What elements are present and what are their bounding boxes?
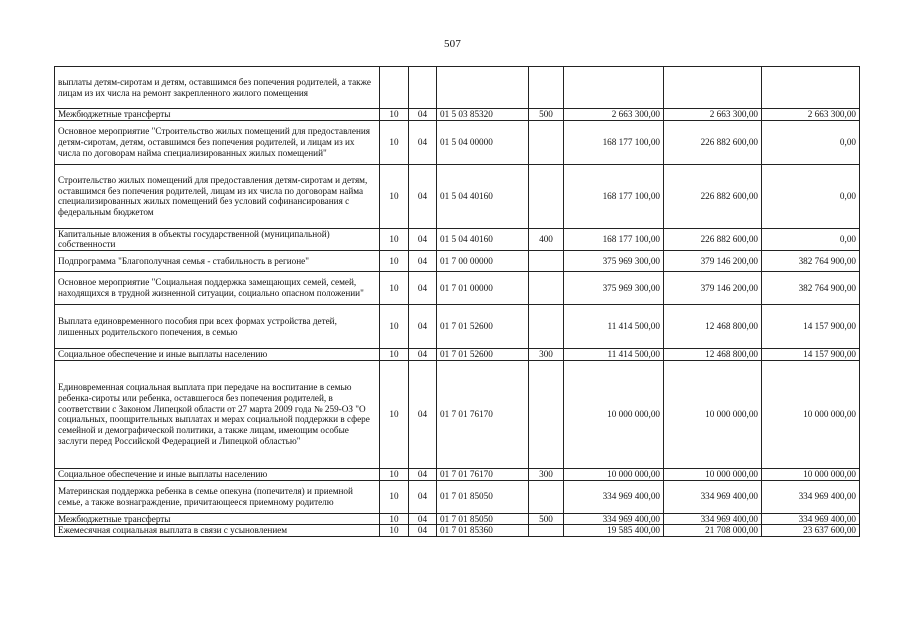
budget-table [54, 66, 860, 537]
table-row [55, 251, 860, 272]
amount-year3-cell: 334 969 400,00 [762, 513, 860, 525]
subsection-code-cell: 04 [409, 120, 437, 164]
section-code-cell: 10 [380, 251, 409, 272]
row-name-cell: выплаты детям-сиротам и детям, оставшимся без попечения родителей, а также лицам из их числа на ремонт закрепленного жилого помещения [55, 67, 380, 109]
amount-year3-cell: 382 764 900,00 [762, 272, 860, 305]
subsection-code-cell: 04 [409, 228, 437, 250]
section-code-cell: 10 [380, 109, 409, 121]
amount-year1-cell: 19 585 400,00 [564, 525, 664, 537]
subsection-code-cell: 04 [409, 360, 437, 468]
target-article-cell: 01 7 00 00000 [437, 251, 529, 272]
subsection-code-cell: 04 [409, 513, 437, 525]
subsection-code-cell: 04 [409, 305, 437, 349]
amount-year3-cell: 14 157 900,00 [762, 349, 860, 361]
section-code-cell: 10 [380, 480, 409, 513]
target-article-cell: 01 7 01 85050 [437, 513, 529, 525]
section-code-cell: 10 [380, 228, 409, 250]
amount-year2-cell: 2 663 300,00 [664, 109, 762, 121]
table-row [55, 67, 860, 109]
subsection-code-cell [409, 67, 437, 109]
amount-year2-cell: 10 000 000,00 [664, 360, 762, 468]
amount-year3-cell: 0,00 [762, 228, 860, 250]
amount-year3-cell: 0,00 [762, 164, 860, 228]
amount-year2-cell: 10 000 000,00 [664, 468, 762, 480]
expense-type-cell [529, 120, 564, 164]
amount-year1-cell: 2 663 300,00 [564, 109, 664, 121]
target-article-cell: 01 7 01 00000 [437, 272, 529, 305]
amount-year2-cell: 379 146 200,00 [664, 251, 762, 272]
table-row [55, 468, 860, 480]
table-row [55, 109, 860, 121]
target-article-cell: 01 5 04 00000 [437, 120, 529, 164]
row-name-cell: Межбюджетные трансферты [55, 513, 380, 525]
amount-year2-cell: 12 468 800,00 [664, 305, 762, 349]
amount-year3-cell: 2 663 300,00 [762, 109, 860, 121]
section-code-cell [380, 67, 409, 109]
target-article-cell: 01 5 04 40160 [437, 228, 529, 250]
section-code-cell: 10 [380, 513, 409, 525]
expense-type-cell [529, 164, 564, 228]
amount-year3-cell: 382 764 900,00 [762, 251, 860, 272]
amount-year2-cell: 334 969 400,00 [664, 513, 762, 525]
subsection-code-cell: 04 [409, 468, 437, 480]
page-number: 507 [443, 38, 462, 50]
table-row [55, 305, 860, 349]
amount-year2-cell: 379 146 200,00 [664, 272, 762, 305]
target-article-cell: 01 7 01 76170 [437, 360, 529, 468]
expense-type-cell [529, 305, 564, 349]
row-name-cell: Социальное обеспечение и иные выплаты населению [55, 468, 380, 480]
target-article-cell: 01 5 03 85320 [437, 109, 529, 121]
table-row [55, 513, 860, 525]
target-article-cell: 01 7 01 52600 [437, 349, 529, 361]
amount-year1-cell: 168 177 100,00 [564, 120, 664, 164]
expense-type-cell [529, 67, 564, 109]
amount-year2-cell: 21 708 000,00 [664, 525, 762, 537]
amount-year3-cell: 14 157 900,00 [762, 305, 860, 349]
section-code-cell: 10 [380, 349, 409, 361]
row-name-cell: Межбюджетные трансферты [55, 109, 380, 121]
target-article-cell [437, 67, 529, 109]
amount-year1-cell: 334 969 400,00 [564, 480, 664, 513]
expense-type-cell [529, 480, 564, 513]
expense-type-cell: 400 [529, 228, 564, 250]
target-article-cell: 01 5 04 40160 [437, 164, 529, 228]
section-code-cell: 10 [380, 305, 409, 349]
row-name-cell: Выплата единовременного пособия при всех формах устройства детей, лишенных родительского попечения, в семью [55, 305, 380, 349]
amount-year3-cell: 23 637 600,00 [762, 525, 860, 537]
amount-year2-cell: 12 468 800,00 [664, 349, 762, 361]
target-article-cell: 01 7 01 85050 [437, 480, 529, 513]
amount-year3-cell [762, 67, 860, 109]
amount-year1-cell: 168 177 100,00 [564, 164, 664, 228]
table-row [55, 272, 860, 305]
amount-year1-cell: 11 414 500,00 [564, 305, 664, 349]
expense-type-cell [529, 272, 564, 305]
table-row [55, 228, 860, 250]
table-row [55, 120, 860, 164]
subsection-code-cell: 04 [409, 164, 437, 228]
row-name-cell: Капитальные вложения в объекты государственной (муниципальной) собственности [55, 228, 380, 250]
amount-year2-cell: 226 882 600,00 [664, 228, 762, 250]
table-row [55, 349, 860, 361]
row-name-cell: Подпрограмма "Благополучная семья - стабильность в регионе" [55, 251, 380, 272]
amount-year1-cell: 10 000 000,00 [564, 360, 664, 468]
amount-year3-cell: 0,00 [762, 120, 860, 164]
amount-year1-cell [564, 67, 664, 109]
section-code-cell: 10 [380, 120, 409, 164]
table-row [55, 164, 860, 228]
row-name-cell: Основное мероприятие "Строительство жилых помещений для предоставления детям-сиротам, детям, оставшимся без попечения родителей, и лицам из их числа по договорам найма специализированных жилых помещений" [55, 120, 380, 164]
expense-type-cell: 300 [529, 349, 564, 361]
subsection-code-cell: 04 [409, 525, 437, 537]
row-name-cell: Единовременная социальная выплата при передаче на воспитание в семью ребенка-сироты или ребенка, оставшегося без попечения родителей, в соответствии с Законом Липецкой области от 27 марта 2009 года № 259-ОЗ "О социальных, поощрительных выплатах и мерах социальной поддержки в сфере семейной и демографической политики, а также лицам, имеющим особые заслуги перед Российской Федерацией и Липецкой областью" [55, 360, 380, 468]
amount-year3-cell: 10 000 000,00 [762, 468, 860, 480]
row-name-cell: Строительство жилых помещений для предоставления детям-сиротам и детям, оставшимся без попечения родителей, лицам из их числа по договорам найма специализированных жилых помещений без условий софинансирования с федеральным бюджетом [55, 164, 380, 228]
amount-year1-cell: 11 414 500,00 [564, 349, 664, 361]
subsection-code-cell: 04 [409, 109, 437, 121]
amount-year1-cell: 375 969 300,00 [564, 272, 664, 305]
section-code-cell: 10 [380, 360, 409, 468]
subsection-code-cell: 04 [409, 480, 437, 513]
table-row [55, 360, 860, 468]
expense-type-cell: 500 [529, 513, 564, 525]
expense-type-cell: 300 [529, 468, 564, 480]
subsection-code-cell: 04 [409, 349, 437, 361]
row-name-cell: Социальное обеспечение и иные выплаты населению [55, 349, 380, 361]
table-row [55, 480, 860, 513]
row-name-cell: Основное мероприятие "Социальная поддержка замещающих семей, семей, находящихся в трудной жизненной ситуации, социально опасном положении" [55, 272, 380, 305]
amount-year2-cell: 226 882 600,00 [664, 164, 762, 228]
amount-year3-cell: 334 969 400,00 [762, 480, 860, 513]
row-name-cell: Ежемесячная социальная выплата в связи с усыновлением [55, 525, 380, 537]
amount-year1-cell: 10 000 000,00 [564, 468, 664, 480]
expense-type-cell [529, 251, 564, 272]
budget-table-body [55, 67, 860, 537]
target-article-cell: 01 7 01 85360 [437, 525, 529, 537]
expense-type-cell: 500 [529, 109, 564, 121]
section-code-cell: 10 [380, 272, 409, 305]
amount-year2-cell: 334 969 400,00 [664, 480, 762, 513]
target-article-cell: 01 7 01 52600 [437, 305, 529, 349]
amount-year2-cell [664, 67, 762, 109]
amount-year1-cell: 375 969 300,00 [564, 251, 664, 272]
amount-year1-cell: 334 969 400,00 [564, 513, 664, 525]
expense-type-cell [529, 525, 564, 537]
section-code-cell: 10 [380, 468, 409, 480]
section-code-cell: 10 [380, 164, 409, 228]
row-name-cell: Материнская поддержка ребенка в семье опекуна (попечителя) и приемной семье, а также вознаграждение, причитающееся приемному родителю [55, 480, 380, 513]
subsection-code-cell: 04 [409, 272, 437, 305]
subsection-code-cell: 04 [409, 251, 437, 272]
table-row [55, 525, 860, 537]
section-code-cell: 10 [380, 525, 409, 537]
amount-year2-cell: 226 882 600,00 [664, 120, 762, 164]
expense-type-cell [529, 360, 564, 468]
amount-year1-cell: 168 177 100,00 [564, 228, 664, 250]
target-article-cell: 01 7 01 76170 [437, 468, 529, 480]
amount-year3-cell: 10 000 000,00 [762, 360, 860, 468]
